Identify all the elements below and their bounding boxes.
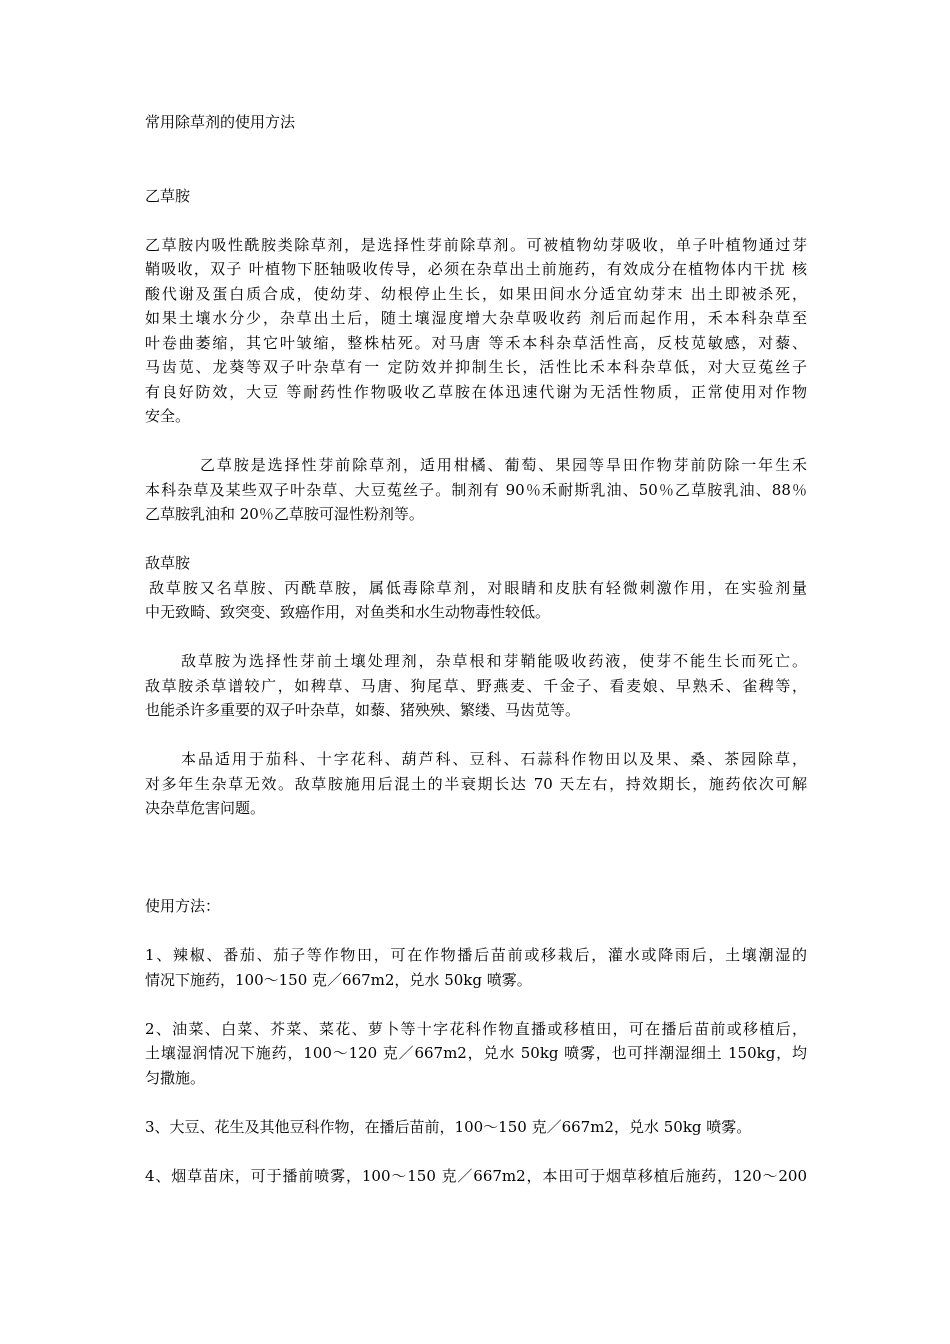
paragraph-acetochlor-usage [145,453,807,527]
paragraph-line: 乙草胺乳油和 20％乙草胺可湿性粉剂等。 [145,505,424,523]
section-heading-acetochlor: 乙草胺 [145,186,191,205]
paragraph-line: 本科杂草及某些双子叶杂草、大豆菟丝子。制剂有 90％禾耐斯乳油、50％乙草胺乳油、88％ [145,480,807,499]
paragraph-line: 土壤湿润情况下施药，100～120 克／667m2，兑水 50kg 喷雾，也可拌潮湿细土 150kg，均 [145,1044,807,1062]
paragraph-line: 乙草胺是选择性芽前除草剂，适用柑橘、葡萄、果园等旱田作物芽前防除一年生禾 [200,456,807,474]
paragraph-line: 安全。 [145,407,191,425]
paragraph-line: 敌草胺为选择性芽前土壤处理剂，杂草根和芽鞘能吸收药液，使芽不能生长而死亡。 [181,652,807,670]
paragraph-line: 鞘吸收，双子 叶植物下胚轴吸收传导，必须在杂草出土前施药，有效成分在植物体内干扰 核 [145,260,807,278]
paragraph-line: 马齿苋、龙葵等双子叶杂草有一 定防效并抑制生长，活性比禾本科杂草低，对大豆菟丝子 [145,358,807,376]
paragraph-line: 4、烟草苗床，可于播前喷雾，100～150 克／667m2，本田可于烟草移植后施药，120～200 [145,1166,807,1185]
paragraph-line: 匀撒施。 [145,1068,206,1087]
paragraph-line: 决杂草危害问题。 [145,799,266,817]
document-body [145,110,807,1188]
usage-item-2 [145,1017,807,1091]
paragraph-napropamide-toxicity [145,576,807,625]
paragraph-line: 如果土壤水分少，杂草出土后，随土壤湿度增大杂草吸收药 剂后而起作用，禾本科杂草至 [145,309,807,327]
section-heading-napropamide: 敌草胺 [145,554,191,572]
paragraph-line: 2、油菜、白菜、芥菜、菜花、萝卜等十字花科作物直播或移植田，可在播后苗前或移植后， [145,1019,807,1038]
paragraph-line: 对多年生杂草无效。敌草胺施用后混土的半衰期长达 70 天左右，持效期长，施药依次可解 [145,774,807,793]
usage-item-4 [145,1164,807,1189]
paragraph-napropamide-application [145,747,807,821]
paragraph-line: 中无致畸、致突变、致癌作用，对鱼类和水生动物毒性较低。 [145,603,551,621]
paragraph-napropamide-action [145,649,807,723]
usage-item-1 [145,943,807,992]
paragraph-acetochlor-description [145,233,807,429]
paragraph-line: 乙草胺内吸性酰胺类除草剂，是选择性芽前除草剂。可被植物幼芽吸收，单子叶植物通过芽 [145,235,807,254]
paragraph-line: 也能杀许多重要的双子叶杂草，如藜、猪殃殃、繁缕、马齿苋等。 [145,701,581,719]
section-heading-usage: 使用方法： [145,897,221,915]
paragraph-line: 本品适用于茄科、十字花科、葫芦科、豆科、石蒜科作物田以及果、桑、茶园除草， [181,750,807,768]
paragraph-line: 敌草胺又名草胺、丙酰草胺，属低毒除草剂，对眼睛和皮肤有轻微刺激作用，在实验剂量 [149,578,807,597]
paragraph-line: 酸代谢及蛋白质合成，使幼芽、幼根停止生长，如果田间水分适宜幼芽末 出土即被杀死， [145,284,807,303]
paragraph-line: 有良好防效，大豆 等耐药性作物吸收乙草胺在体迅速代谢为无活性物质，正常使用对作物 [145,382,807,401]
paragraph-line: 情况下施药，100～150 克／667m2，兑水 50kg 喷雾。 [145,970,532,989]
usage-item-3 [145,1115,807,1140]
paragraph-line: 3、大豆、花生及其他豆科作物，在播后苗前，100～150 克／667m2，兑水 50kg 喷雾。 [145,1117,752,1136]
document-title: 常用除草剂的使用方法 [145,113,296,131]
paragraph-line: 叶卷曲萎缩，其它叶皱缩，整株枯死。对马唐 等禾本科杂草活性高，反枝苋敏感，对藜、 [145,333,807,352]
paragraph-line: 1、辣椒、番茄、茄子等作物田，可在作物播后苗前或移栽后，灌水或降雨后，土壤潮湿的 [145,946,807,964]
paragraph-line: 敌草胺杀草谱较广，如稗草、马唐、狗尾草、野燕麦、千金子、看麦娘、早熟禾、雀稗等， [145,676,807,695]
